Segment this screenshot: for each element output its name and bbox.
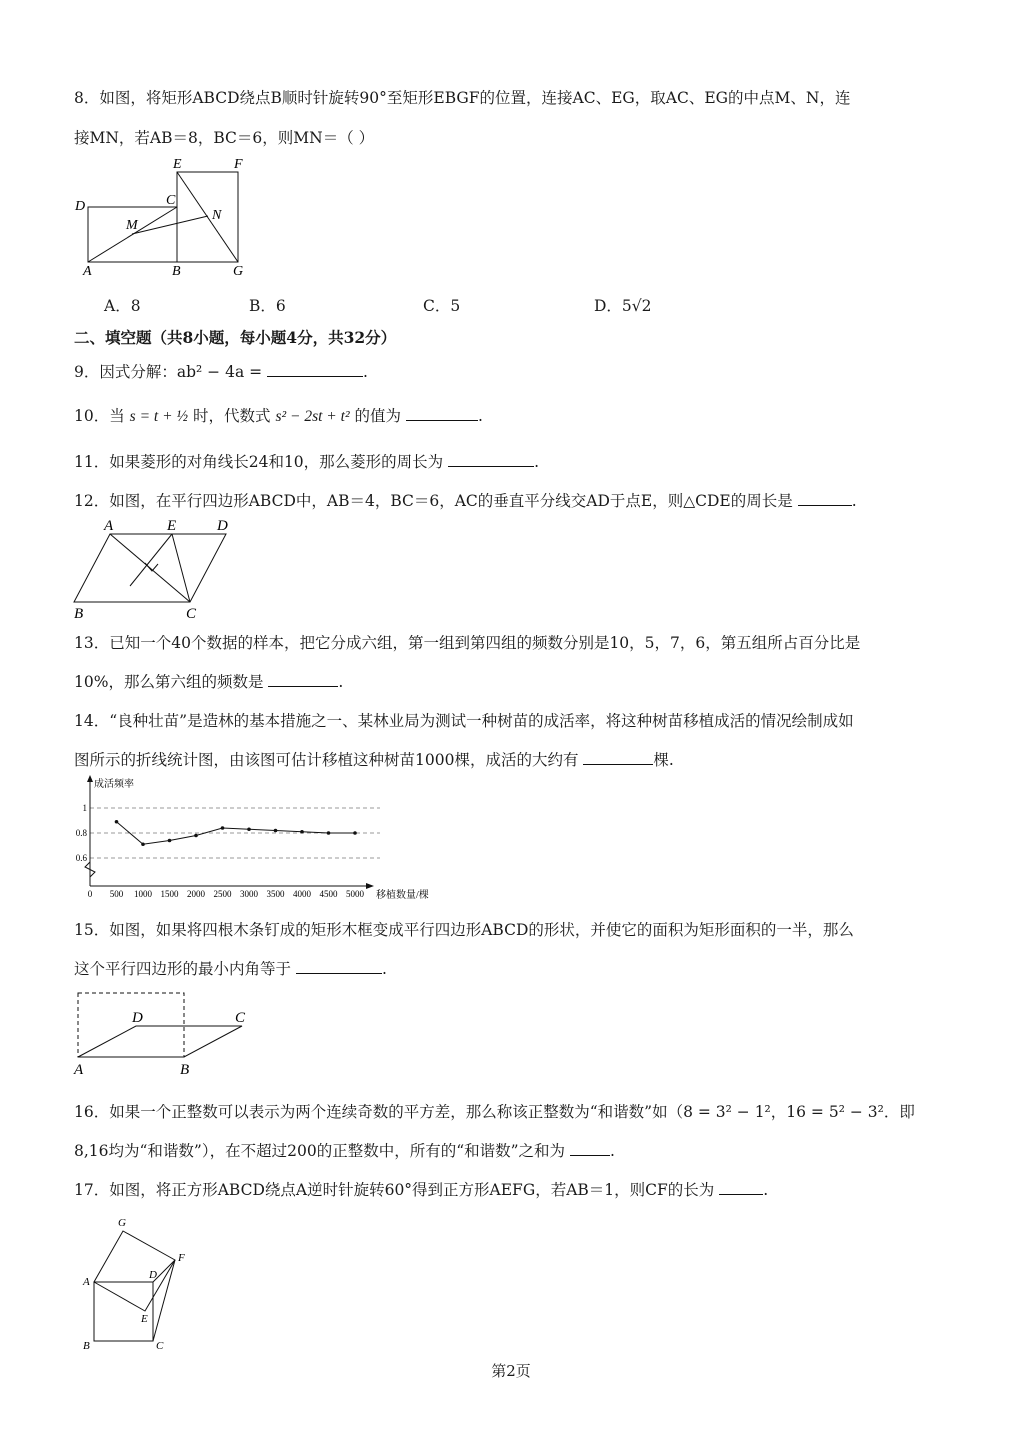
q12-right-angle-mark [145, 563, 158, 571]
q8-figure [70, 150, 260, 280]
q13-end: . [338, 673, 344, 691]
q13-line2 [74, 670, 343, 692]
q16-text: 8,16均为“和谐数”），在不超过200的正整数中，所有的“和谐数”之和为 [74, 1142, 566, 1160]
chart-x-tick-label: 0 [87, 889, 93, 899]
q17-answer-blank[interactable] [719, 1179, 763, 1196]
q17-text: 17．如图，将正方形ABCD绕点A逆时针旋转60°得到正方形AEFG，若AB＝1，则CF的长为 [74, 1181, 715, 1199]
q12 [74, 489, 857, 511]
q8-label-c: C [166, 193, 176, 208]
q15-answer-blank[interactable] [296, 958, 382, 975]
q14-line2 [74, 748, 674, 770]
q8-label-n: N [212, 208, 222, 223]
q15-end: . [381, 960, 387, 978]
q17-label-g: G [118, 1217, 126, 1229]
q15-label-c: C [235, 1010, 246, 1026]
q11-end: . [534, 453, 540, 471]
q17-figure [72, 1210, 202, 1356]
q8-label-b: B [172, 264, 181, 279]
q15-label-b: B [180, 1062, 190, 1078]
q14-text: 图所示的折线统计图，由该图可估计移植这种树苗1000棵，成活的大约有 [74, 751, 579, 769]
q10-formula: s = t + ½ [129, 408, 189, 425]
chart-data-point [141, 842, 145, 846]
q10-answer-blank[interactable] [406, 405, 478, 422]
chart-y-tick-label: 0.8 [75, 828, 87, 838]
q8-option-d[interactable]: D．5√2 [594, 297, 652, 315]
chart-data-point [221, 826, 225, 830]
q8-line1: 8．如图，将矩形ABCD绕点B顺时针旋转90°至矩形EBGF的位置，连接AC、EG，取AC、EG的中点M、N，连 [74, 89, 851, 107]
q9-text: 9．因式分解：ab² − 4a = [74, 363, 263, 381]
q15-parallelogram [78, 1026, 242, 1057]
q12-answer-blank[interactable] [798, 490, 852, 507]
q15-label-d: D [132, 1010, 143, 1026]
q9-answer-blank[interactable] [267, 361, 363, 378]
q8-segment-ac [88, 207, 177, 262]
q10-mid: 时，代数式 [193, 407, 271, 425]
q8-option-a[interactable]: A．8 [104, 297, 141, 315]
q12-label-b: B [74, 606, 84, 622]
q17-label-e: E [141, 1313, 148, 1325]
q17-label-c: C [156, 1340, 164, 1352]
q8-label-g: G [233, 264, 244, 279]
q10-pre: 10．当 [74, 407, 125, 425]
q12-figure [70, 514, 250, 622]
q17-label-d: D [149, 1269, 157, 1281]
chart-x-tick-label: 1000 [134, 889, 152, 899]
q14-end: 棵. [653, 751, 674, 769]
q13-answer-blank[interactable] [268, 671, 338, 688]
q16-end: . [609, 1142, 615, 1160]
chart-y-arrow [87, 775, 93, 782]
chart-data-point [300, 830, 304, 834]
q12-text: 12．如图，在平行四边形ABCD中，AB＝4，BC＝6，AC的垂直平分线交AD于点E，则△CDE的周长是 [74, 492, 793, 510]
chart-data-point [353, 831, 357, 835]
q8-segment-mn [132, 216, 208, 234]
q10-post: 的值为 [354, 407, 402, 425]
q8-option-c[interactable]: C．5 [423, 297, 461, 315]
q14-answer-blank[interactable] [583, 749, 653, 766]
q15-label-a: A [74, 1062, 84, 1078]
q13-line1: 13．已知一个40个数据的样本，把它分成六组，第一组到第四组的频数分别是10，5，7，6，第五组所占百分比是 [74, 634, 861, 652]
q17-label-f: F [178, 1252, 185, 1264]
q9-end: . [363, 363, 368, 381]
q12-end: . [851, 492, 857, 510]
chart-y-label: 成活频率 [94, 779, 134, 790]
chart-y-tick-label: 0.6 [75, 853, 87, 863]
q15-text: 这个平行四边形的最小内角等于 [74, 960, 292, 978]
q15-line2 [74, 957, 387, 979]
q12-label-c: C [186, 606, 197, 622]
q15-original-rectangle [78, 993, 184, 1057]
q16-line2 [74, 1139, 615, 1161]
chart-x-tick-label: 4000 [293, 889, 311, 899]
page-number: 第2页 [491, 1362, 531, 1380]
q17 [74, 1178, 768, 1200]
q12-label-d: D [217, 518, 228, 534]
q17-label-b: B [83, 1340, 90, 1352]
chart-x-tick-label: 3000 [240, 889, 258, 899]
q8-label-a: A [83, 264, 92, 279]
q12-segment-ec [172, 534, 190, 602]
chart-x-tick-label: 2500 [213, 889, 232, 899]
chart-x-tick-label: 1500 [160, 889, 179, 899]
chart-x-tick-label: 3500 [266, 889, 285, 899]
chart-data-point [247, 827, 251, 831]
chart-y-tick-label: 1 [82, 803, 87, 813]
chart-data-point [115, 820, 119, 824]
q8-label-e: E [173, 157, 182, 172]
q9 [74, 360, 368, 382]
chart-data-point [327, 831, 331, 835]
q15-figure [70, 985, 260, 1079]
q8-option-b[interactable]: B．6 [249, 297, 286, 315]
q10 [74, 404, 483, 426]
q8-line2: 接MN，若AB＝8，BC＝6，则MN＝（ ） [74, 129, 375, 147]
q10-end: . [477, 407, 483, 425]
q17-square-aefg [94, 1231, 175, 1311]
q12-perpendicular-bisector [130, 534, 172, 586]
chart-data-point [168, 839, 172, 843]
q17-label-a: A [83, 1276, 90, 1288]
q8-segment-eg [177, 172, 238, 262]
q16-answer-blank[interactable] [570, 1140, 610, 1157]
chart-x-tick-label: 4500 [319, 889, 338, 899]
chart-data-point [194, 834, 198, 838]
q10-expression: s² − 2st + t² [275, 408, 350, 425]
q12-label-e: E [167, 518, 177, 534]
q8-label-f: F [234, 157, 243, 172]
q16-line1: 16．如果一个正整数可以表示为两个连续奇数的平方差，那么称该正整数为“和谐数”如（8 = 3² − 1²，16 = 5² − 3²．即 [74, 1103, 915, 1121]
q8-label-d: D [75, 199, 86, 214]
chart-x-arrow [366, 883, 374, 889]
chart-series-line [117, 822, 356, 845]
q14-line-chart [70, 772, 460, 904]
q13-text: 10%，那么第六组的频数是 [74, 673, 264, 691]
q8-label-m: M [126, 218, 138, 233]
chart-x-tick-label: 500 [109, 889, 124, 899]
q12-label-a: A [104, 518, 114, 534]
section-heading-fill-in: 二、填空题（共8小题，每小题4分，共32分） [74, 328, 397, 347]
q15-line1: 15．如图，如果将四根木条钉成的矩形木框变成平行四边形ABCD的形状，并使它的面积为矩形面积的一半，那么 [74, 921, 854, 939]
q17-end: . [763, 1181, 769, 1199]
q14-line1: 14．“良种壮苗”是造林的基本措施之一、某林业局为测试一种树苗的成活率，将这种树苗移植成活的情况绘制成如 [74, 712, 854, 730]
q11-answer-blank[interactable] [448, 451, 534, 468]
q17-square-abcd [94, 1282, 153, 1341]
q11-text: 11．如果菱形的对角线长24和10，那么菱形的周长为 [74, 453, 444, 471]
q11 [74, 450, 539, 472]
chart-x-label: 移植数量/棵 [376, 890, 429, 901]
chart-x-tick-label: 2000 [187, 889, 205, 899]
chart-data-point [274, 829, 278, 833]
chart-x-tick-label: 5000 [346, 889, 364, 899]
